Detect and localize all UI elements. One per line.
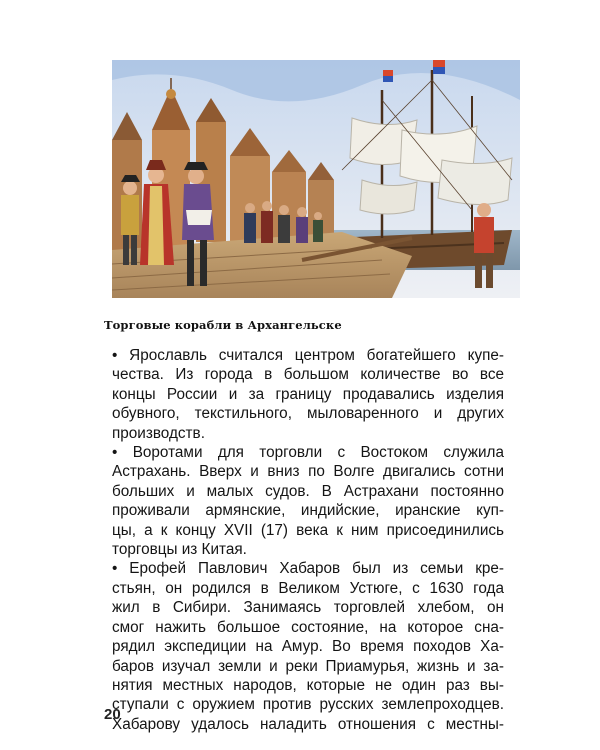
- paragraph-astrakhan: [112, 443, 504, 559]
- text-line: смог нажить большое состояние, на которое сна-: [112, 618, 504, 636]
- text-line: жил в Сибири. Занимаясь торговлей хлебом, он: [112, 599, 504, 617]
- text-line: стьян, он родился в Великом Устюге, с 1630 года: [112, 579, 504, 597]
- page-number: 20: [104, 706, 121, 723]
- text-line: торговцы из Китая.: [112, 541, 247, 559]
- text-line: • Ярославль считался центром богатейшего купе-: [112, 347, 504, 364]
- text-line: нятия местных народов, которые не один раз вы-: [112, 676, 504, 694]
- illustration-drawing: [112, 60, 520, 298]
- text-line: концы России и за границу продавались изделия: [112, 385, 504, 403]
- text-line: обувного, текстильного, мыловаренного и других: [112, 405, 504, 423]
- paragraph-yaroslavl: [112, 346, 504, 443]
- text-line: баров изучал земли и реки Приамурья, жизнь и за-: [112, 657, 504, 675]
- text-line: ступали с оружием против русских землепроходцев.: [112, 696, 504, 714]
- text-line: • Ерофей Павлович Хабаров был из семьи кре-: [112, 560, 504, 578]
- text-line: • Воротами для торговли с Востоком служила: [112, 444, 504, 462]
- illustration-caption: Торговые корабли в Архангельске: [104, 318, 342, 332]
- text-line: больших и малых судов. В Астрахани постоянно: [112, 482, 504, 500]
- text-line: чества. Из города в большом количестве во все: [112, 366, 504, 384]
- text-line: Астрахань. Вверх и вниз по Волге двигались сотни: [112, 463, 504, 481]
- body-text: [112, 346, 504, 734]
- text-line: цы, а к концу XVII (17) века к ним присоединились: [112, 521, 504, 539]
- text-line: проживали армянские, индийские, иранские куп-: [112, 502, 504, 520]
- illustration-trade-ships-arkhangelsk: [112, 60, 520, 298]
- text-line: производств.: [112, 424, 205, 442]
- paragraph-khabarov: [112, 559, 504, 734]
- text-line: рядил экспедиции на Амур. Во время походов Ха-: [112, 638, 504, 656]
- text-line: Хабарову удалось наладить отношения с местны-: [112, 715, 504, 733]
